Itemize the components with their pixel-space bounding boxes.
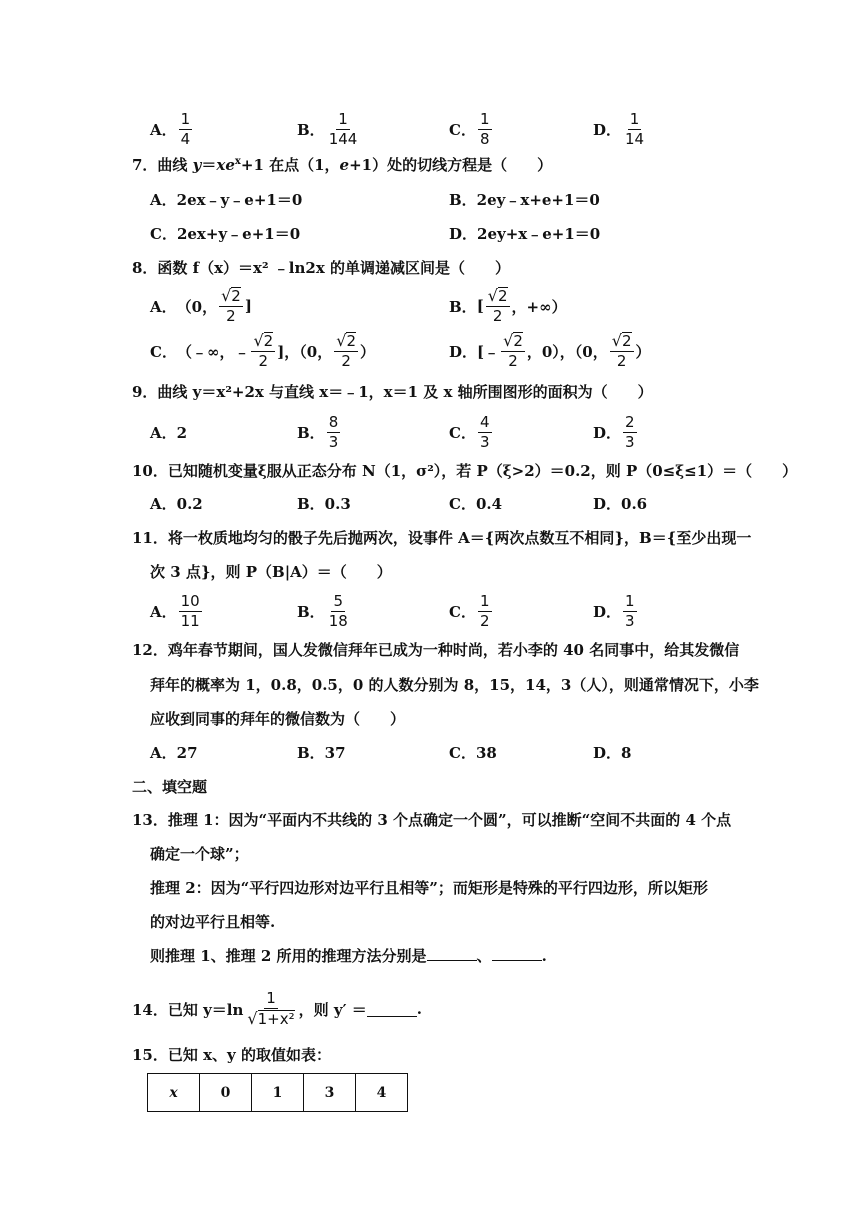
q13-line1: 13．推理 1：因为“平面内不共线的 3 个点确定一个圆”，可以推断“空间不共面的 4 个点 [132, 811, 732, 829]
section-heading: 二、填空题 [132, 778, 208, 796]
q12-stem-line3: 应收到同事的拜年的微信数为（ ） [150, 710, 406, 728]
fraction: $\frac{2}{3}$ [625, 412, 635, 451]
q8-option-c: C． （﹣∞，﹣ √ 2 2 ]，（0， √ 2 2 ） [150, 331, 376, 370]
fraction: $\frac{1}{3}$ [625, 591, 635, 630]
table-cell: 4 [356, 1074, 408, 1112]
q10-option-c: C．0.4 [449, 495, 503, 513]
fraction: √ 2 2 [336, 331, 356, 370]
q13-line2: 确定一个球”； [150, 845, 249, 863]
fraction: √ 2 2 [487, 286, 508, 325]
fraction: $\frac{1}{14}$ [625, 109, 645, 148]
q6-option-b: B． $\frac{1}{144}$ [297, 109, 358, 148]
q6-option-c: C． $\frac{1}{8}$ [449, 109, 490, 148]
fraction: √ 2 2 [221, 286, 241, 325]
answer-blank [427, 946, 477, 961]
fraction: √ 2 2 [253, 331, 274, 370]
q10-option-b: B．0.3 [297, 495, 351, 513]
q9-option-c: C． $\frac{4}{3}$ [449, 412, 490, 451]
q6-option-a: A． $\frac{1}{4}$ [150, 109, 191, 148]
q12-option-b: B．37 [297, 744, 346, 762]
q7-option-c: C．2ex+y﹣e+1＝0 [150, 225, 301, 243]
q9-option-d: D． $\frac{2}{3}$ [593, 412, 635, 451]
table-cell: 0 [200, 1074, 252, 1112]
fraction: √ 2 2 [503, 331, 523, 370]
q12-option-c: C．38 [449, 744, 497, 762]
q10-option-a: A．0.2 [150, 495, 203, 513]
fraction: $\frac{8}{3}$ [328, 412, 339, 451]
q15-stem: 15．已知 x、y 的取值如表： [132, 1046, 331, 1064]
fraction: $\frac{5}{18}$ [328, 591, 348, 630]
q9-option-a: A．2 [150, 423, 188, 442]
q13-line3: 推理 2：因为“平行四边形对边平行且相等”；而矩形是特殊的平行四边形，所以矩形 [150, 879, 708, 897]
q12-stem-line2: 拜年的概率为 1，0.8，0.5，0 的人数分别为 8，15，14，3（人），则通常情况下，小李 [150, 676, 759, 694]
q8-option-a: A． （0， √ 2 2 ] [150, 286, 252, 325]
table-row [148, 1074, 408, 1112]
q9-option-b: B． $\frac{8}{3}$ [297, 412, 339, 451]
fraction: $\frac{4}{3}$ [479, 412, 490, 451]
table-cell: x [148, 1074, 200, 1112]
xy-table [147, 1073, 408, 1112]
q13-line4: 的对边平行且相等. [150, 913, 276, 931]
q7-option-a: A．2ex﹣y﹣e+1＝0 [150, 191, 303, 209]
q12-stem-line1: 12．鸡年春节期间，国人发微信拜年已成为一种时尚，若小李的 40 名同事中，给其发微信 [132, 641, 740, 659]
q7-stem: 7．曲线 $y=xe^x+1$ 在点（1，e+1）处的切线方程是（ ） [132, 156, 553, 174]
answer-blank [492, 946, 542, 961]
q6-option-d: D． $\frac{1}{14}$ [593, 109, 645, 148]
q10-stem: 10．已知随机变量ξ服从正态分布 N（1，σ²），若 P（ξ>2）＝0.2，则 P（0≤ξ≤1）＝（ ） [132, 462, 798, 480]
fraction: 1 √ 1+x² [247, 989, 295, 1028]
q14-line: 14．已知 y＝ln 1 √ 1+x² ，则 y′ ＝ . [132, 989, 422, 1028]
q11-option-a: A． $\frac{10}{11}$ [150, 591, 200, 630]
fraction: √ 2 2 [611, 331, 632, 370]
q7-option-d: D．2ey+x﹣e+1＝0 [449, 225, 601, 243]
answer-blank [367, 1002, 417, 1017]
q11-option-c: C． $\frac{1}{2}$ [449, 591, 490, 630]
fraction: $\frac{10}{11}$ [180, 591, 200, 630]
q12-option-a: A．27 [150, 744, 198, 762]
fraction: $\frac{1}{8}$ [479, 109, 490, 148]
q7-option-b: B．2ey﹣x+e+1＝0 [449, 191, 600, 209]
q11-option-d: D． $\frac{1}{3}$ [593, 591, 635, 630]
fraction: $\frac{1}{144}$ [328, 109, 358, 148]
q11-stem-line1: 11．将一枚质地均匀的骰子先后抛两次，设事件 A＝{两次点数互不相同}，B＝{至少出现一 [132, 529, 752, 547]
q10-option-d: D．0.6 [593, 495, 648, 513]
q11-option-b: B． $\frac{5}{18}$ [297, 591, 348, 630]
fraction: $\frac{1}{4}$ [180, 109, 191, 148]
q13-line5: 则推理 1、推理 2 所用的推理方法分别是 、 . [150, 947, 547, 965]
q8-stem: 8．函数 f（x）＝x² ﹣ln2x 的单调递减区间是（ ） [132, 259, 510, 277]
q9-stem: 9．曲线 y＝x²+2x 与直线 x＝﹣1，x＝1 及 x 轴所围图形的面积为（ ） [132, 383, 653, 401]
q8-option-b: B． [ √ 2 2 ，+∞） [449, 286, 567, 325]
table-cell: 3 [304, 1074, 356, 1112]
q8-option-d: D． [﹣ √ 2 2 ，0），（0， √ 2 2 ） [449, 331, 651, 370]
q11-stem-line2: 次 3 点}，则 P（B|A）＝（ ） [150, 563, 392, 581]
fraction: $\frac{1}{2}$ [479, 591, 490, 630]
q12-option-d: D．8 [593, 744, 632, 762]
table-cell: 1 [252, 1074, 304, 1112]
